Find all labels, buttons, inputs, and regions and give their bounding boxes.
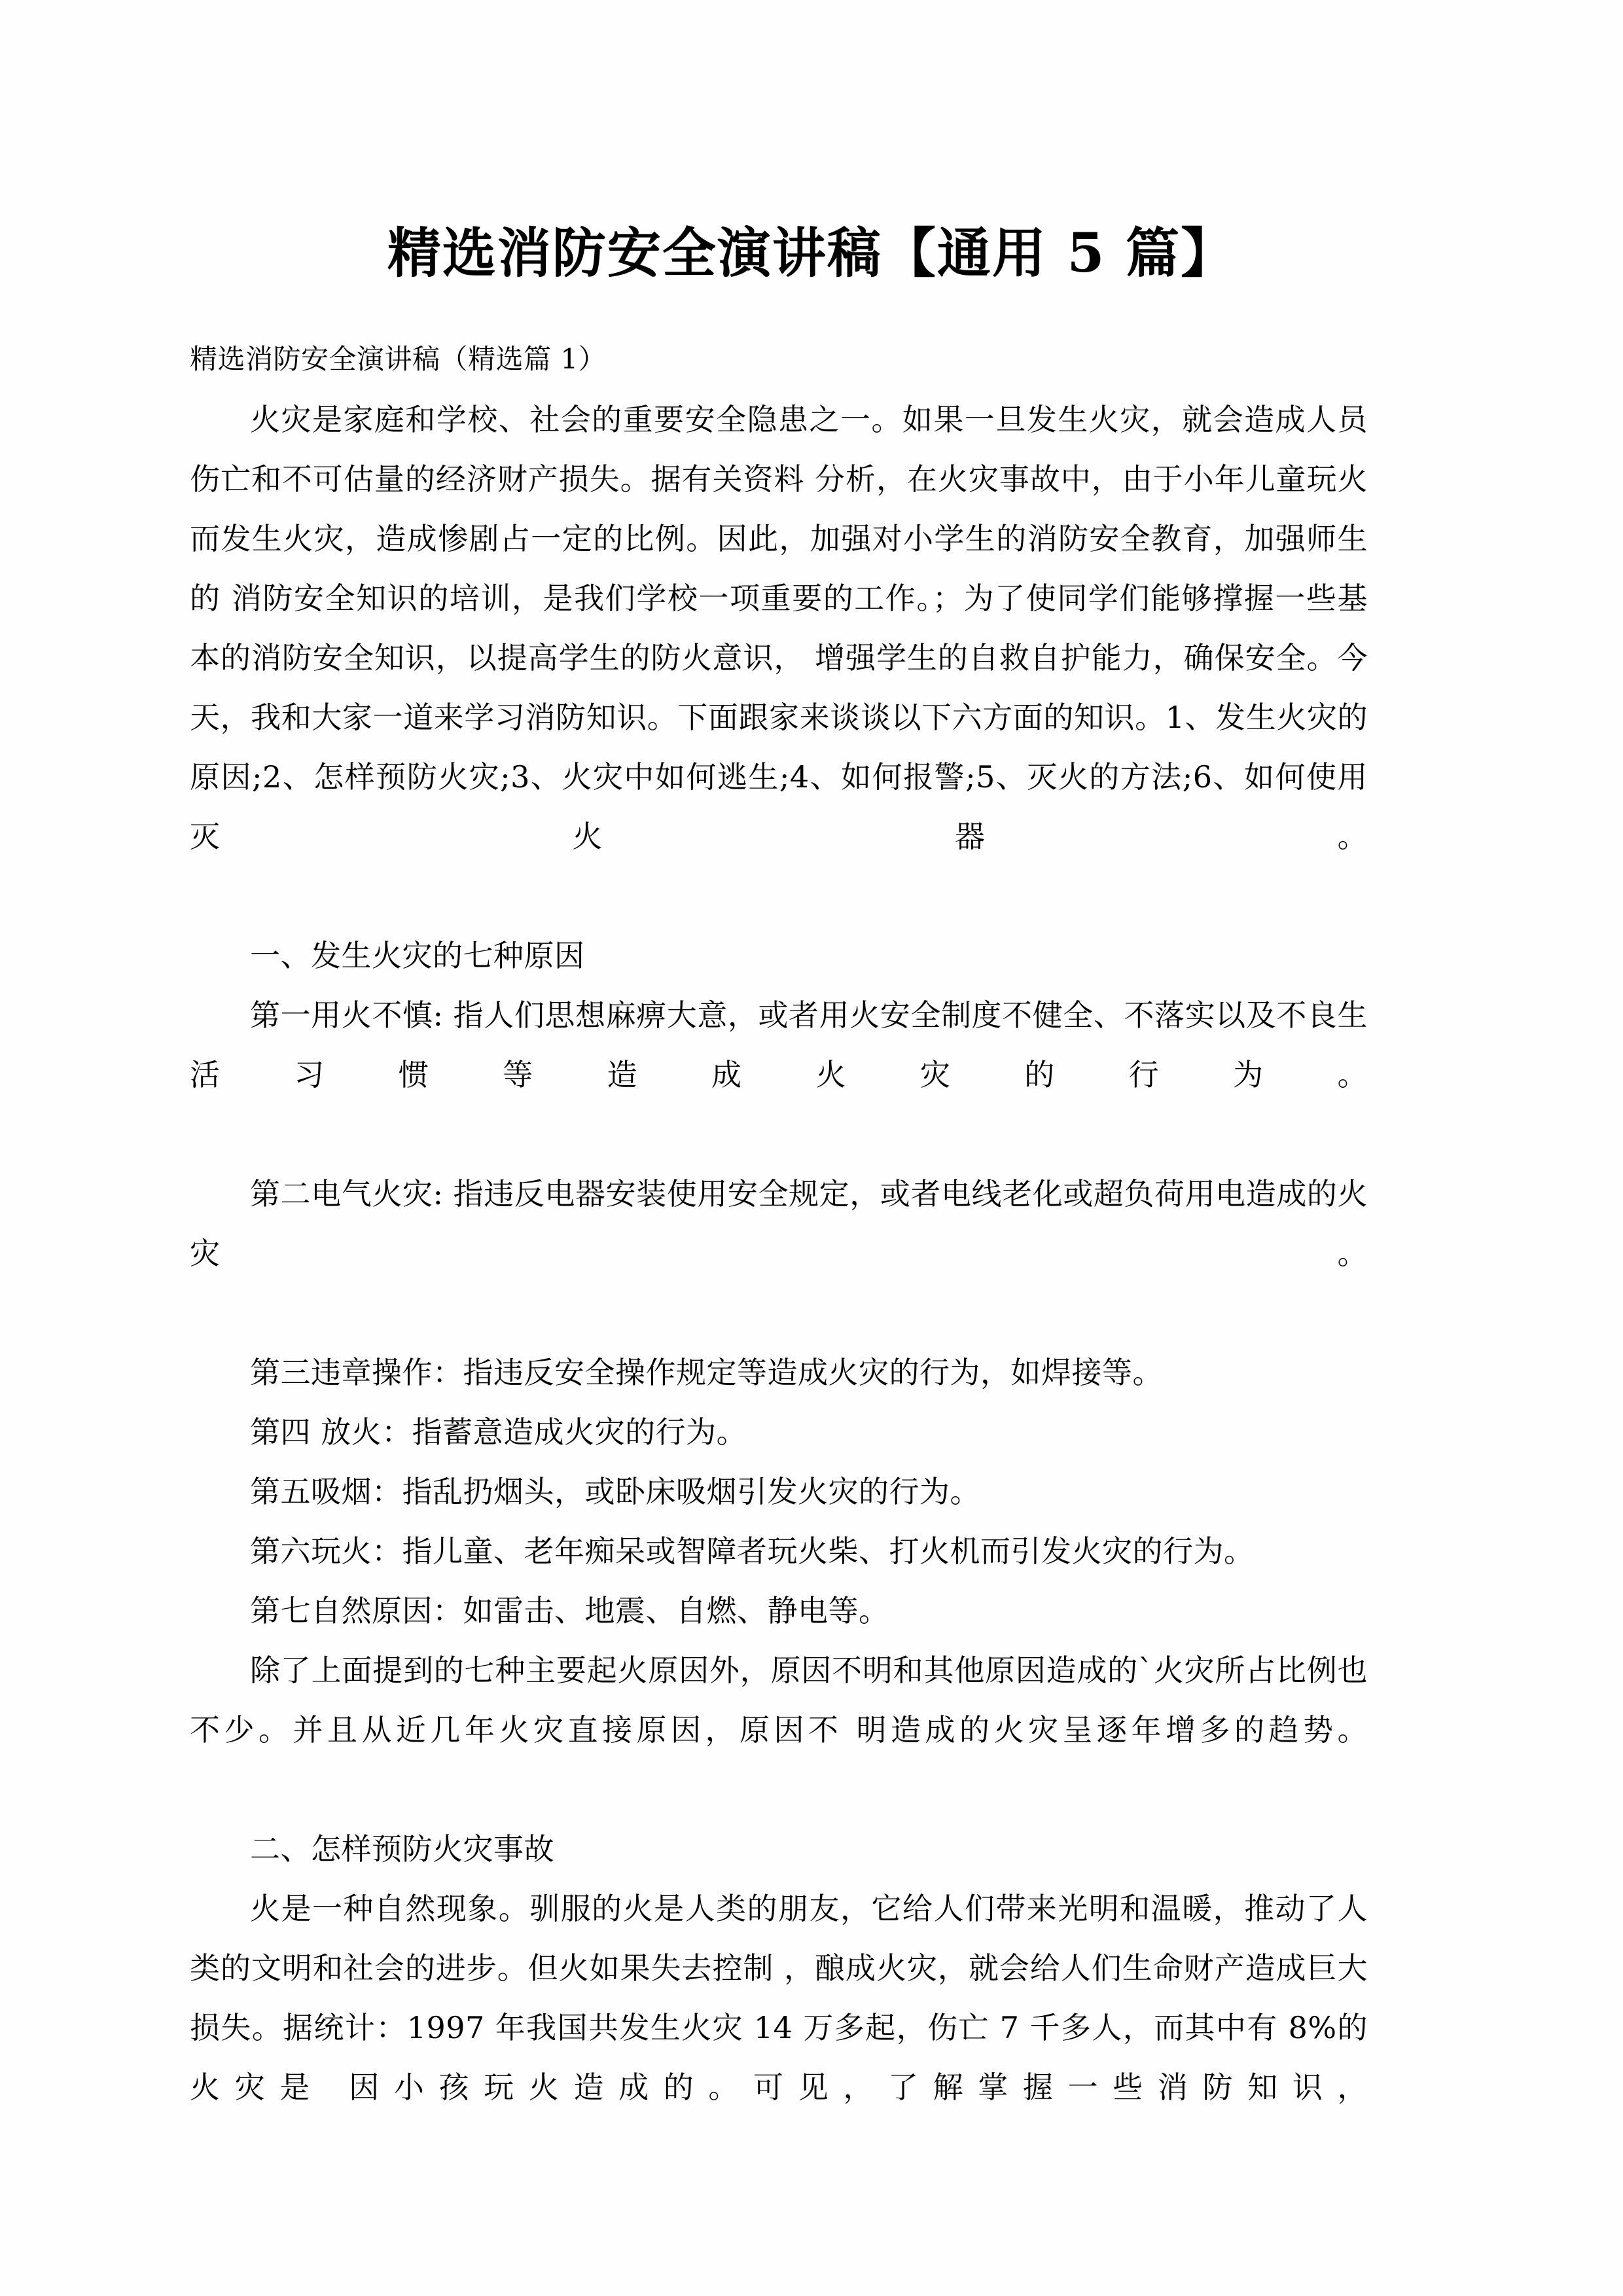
paragraph-intro: 火灾是家庭和学校、社会的重要安全隐患之一。如果一旦发生火灾，就会造成人员伤亡和不可估量的经济财产损失。据有关资料 分析，在火灾事故中，由于小年儿童玩火而发生火灾，造成惨剧占一定的比例。因此，加强对小学生的消防安全教育，加强师生的 消防安全知识的培训，是我们学校一项重要的工作。；为了使同学们能够撑握一些基本的消防安全知识，以提高学生的防火意识， 增强学生的自救自护能力，确保安全。今天，我和大家一道来学习消防知识。下面跟家来谈谈以下六方面的知识。1、发生火灾的 原因;2、怎样预防火灾;3、火灾中如何逃生;4、如何报警;5、灭火的方法;6、如何使用灭火器。 [190, 402, 1368, 854]
paragraph-other-causes: 除了上面提到的七种主要起火原因外，原因不明和其他原因造成的`火灾所占比例也不少。并且从近几年火灾直接原因，原因不 明造成的火灾呈逐年增多的趋势。 [190, 1653, 1368, 1748]
document-body [190, 340, 1368, 2177]
cause-item-7: 第七自然原因：如雷击、地震、自燃、静电等。 [250, 1593, 889, 1628]
cause-item-1: 第一用火不慎: 指人们思想麻痹大意，或者用火安全制度不健全、不落实以及不良生活习惯等造成火灾的行为。 [190, 997, 1368, 1092]
cause-item-4: 第四 放火：指蓄意造成火灾的行为。 [250, 1414, 747, 1450]
paragraph-fire-nature: 火是一种自然现象。驯服的火是人类的朋友，它给人们带来光明和温暖，推动了人类的文明和社会的进步。但火如果失去控制 ，酿成火灾，就会给人们生命财产造成巨大损失。据统计：1997 年我国共发生火灾 14 万多起，伤亡 7 千多人，而其中有 8%的火灾是 因小孩玩火造成的。可见，了解掌握一些消防知识， [190, 1891, 1368, 2105]
document-subtitle: 精选消防安全演讲稿（精选篇 1） [190, 343, 607, 375]
section-heading-two: 二、怎样预防火灾事故 [250, 1831, 554, 1867]
page-title: 精选消防安全演讲稿【通用 5 篇】 [387, 221, 1236, 285]
section-heading-one: 一、发生火灾的七种原因 [250, 938, 585, 973]
cause-item-3: 第三违章操作：指违反安全操作规定等造成火灾的行为，如焊接等。 [250, 1355, 1163, 1390]
cause-item-5: 第五吸烟：指乱扔烟头，或卧床吸烟引发火灾的行为。 [250, 1474, 980, 1509]
cause-item-2: 第二电气火灾: 指违反电器安装使用安全规定，或者电线老化或超负荷用电造成的火灾。 [190, 1176, 1368, 1271]
cause-item-6: 第六玩火：指儿童、老年痴呆或智障者玩火柴、打火机而引发火灾的行为。 [250, 1534, 1255, 1569]
